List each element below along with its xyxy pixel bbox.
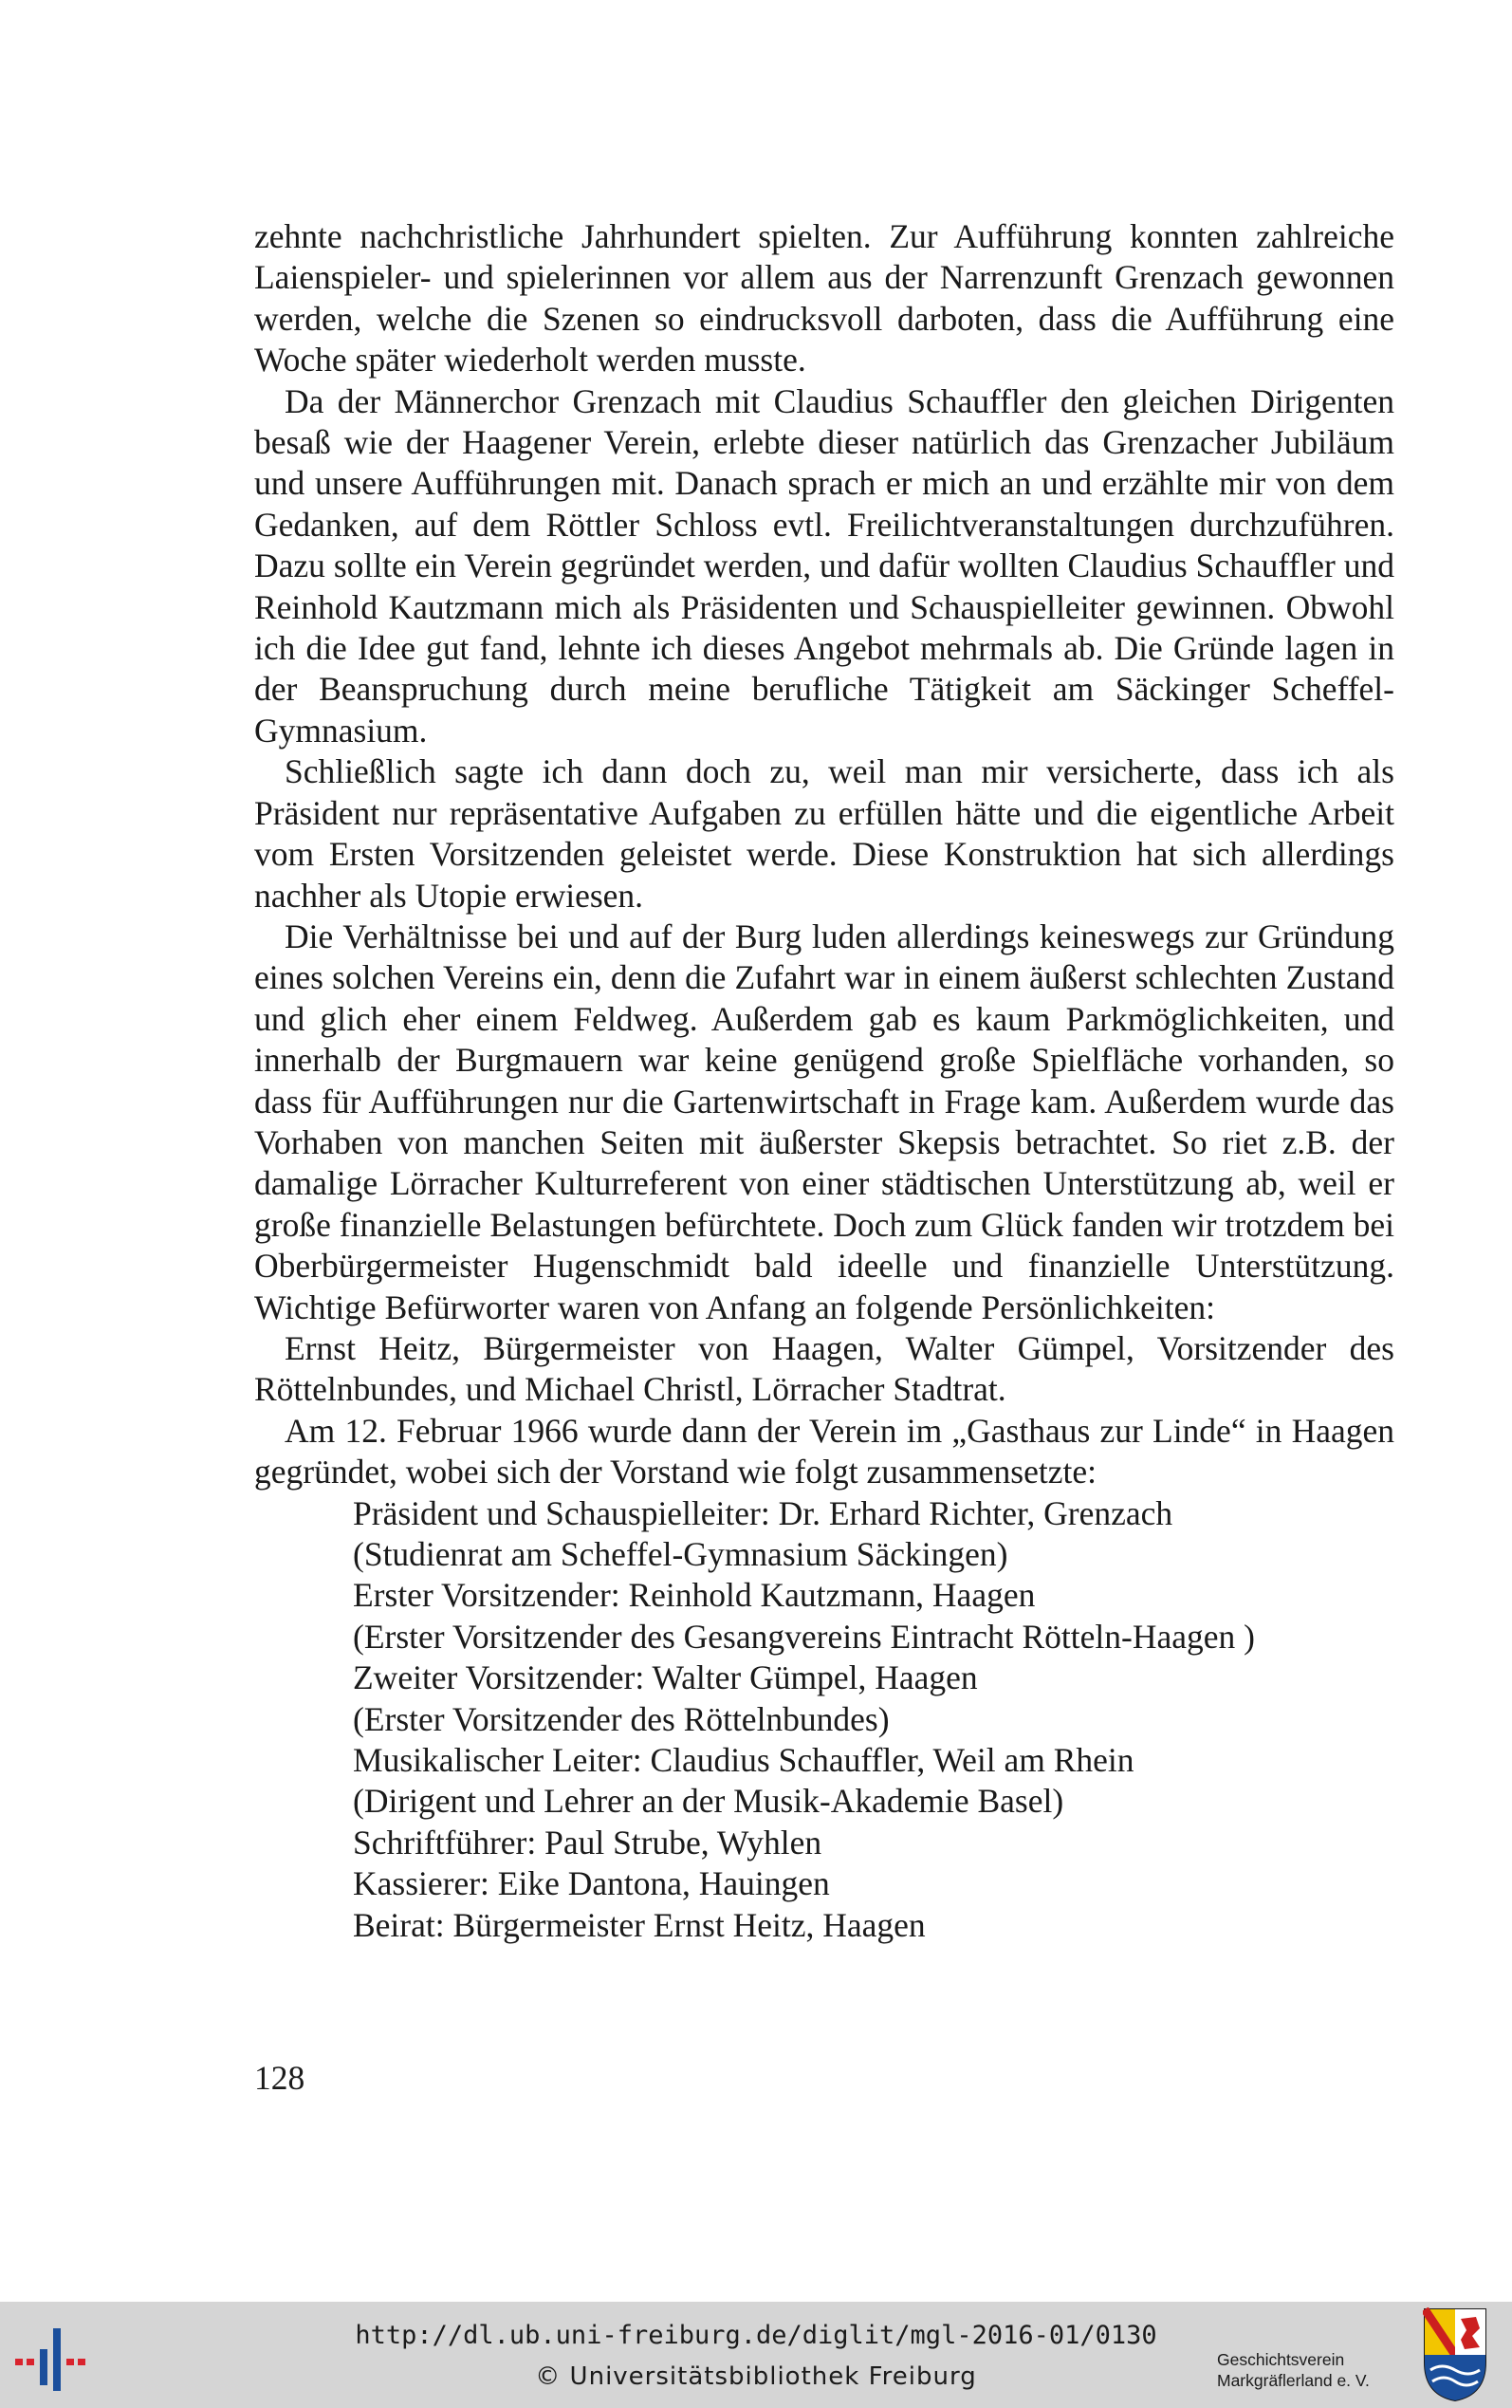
society-name-line: Geschichtsverein	[1217, 2350, 1345, 2369]
list-item: (Studienrat am Scheffel-Gymnasium Säckingen)	[353, 1535, 1008, 1573]
list-item: Zweiter Vorsitzender: Walter Gümpel, Haagen	[353, 1658, 978, 1697]
coat-of-arms-icon	[1423, 2307, 1487, 2402]
footer-url-link[interactable]: http://dl.ub.uni-freiburg.de/diglit/mgl-2016-01/0130	[355, 2321, 1157, 2350]
paragraph: Die Verhältnisse bei und auf der Burg luden allerdings keineswegs zur Gründung eines solchen Vereins ein, denn die Zufahrt war in einem äußerst schlechten Zustand und glich eher einem Feldweg. Außerdem gab es kaum Parkmöglichkeiten, und innerhalb der Burgmauern war keine genügend große Spielfläche vorhanden, so dass für Aufführungen nur die Gartenwirtschaft in Frage kam. Außerdem wurde das Vorhaben von manchen Seiten mit äußerster Skepsis betrachtet. So riet z.B. der damalige Lörracher Kulturreferent von einer städtischen Unterstützung ab, weil er große finanzielle Belastungen befürchtete. Doch zum Glück fanden wir trotzdem bei Oberbürgermeister Hugenschmidt bald ideelle und finanzielle Unterstützung. Wichtige Befürworter waren von Anfang an folgende Persönlichkeiten:	[254, 917, 1394, 1326]
footer-copyright: © Universitätsbibliothek Freiburg	[535, 2362, 977, 2391]
footer-bar	[0, 2302, 1512, 2408]
list-item: Kassierer: Eike Dantona, Hauingen	[353, 1864, 830, 1903]
list-item: Beirat: Bürgermeister Ernst Heitz, Haagen	[353, 1905, 926, 1944]
list-item: Musikalischer Leiter: Claudius Schauffler, Weil am Rhein	[353, 1741, 1134, 1780]
list-item: (Dirigent und Lehrer an der Musik-Akademie Basel)	[353, 1782, 1064, 1821]
paragraph: zehnte nachchristliche Jahrhundert spielten. Zur Aufführung konnten zahlreiche Laienspieler- und spielerinnen vor allem aus der Narrenzunft Grenzach gewonnen werden, welche die Szenen so eindrucksvoll darboten, dass die Aufführung eine Woche später wiederholt werden musste.	[254, 217, 1394, 380]
body-text	[254, 216, 1394, 1946]
list-item: Erster Vorsitzender: Reinhold Kautzmann, Haagen	[353, 1576, 1036, 1615]
board-members-list	[353, 1493, 1394, 1946]
list-item: Präsident und Schauspielleiter: Dr. Erhard Richter, Grenzach	[353, 1493, 1173, 1532]
paragraph: Da der Männerchor Grenzach mit Claudius Schauffler den gleichen Dirigenten besaß wie der Haagener Verein, erlebte dieser natürlich das Grenzacher Jubiläum und unsere Aufführungen mit. Danach sprach er mich an und erzählte mir von dem Gedanken, auf dem Röttler Schloss evtl. Freilichtveranstaltungen durchzuführen. Dazu sollte ein Verein gegründet werden, und dafür wollten Claudius Schauffler und Reinhold Kautzmann mich als Präsidenten und Schauspielleiter gewinnen. Obwohl ich die Idee gut fand, lehnte ich dieses Angebot mehrmals ab. Die Gründe lagen in der Beanspruchung durch meine berufliche Tätigkeit am Säckinger Scheffel-Gymnasium.	[254, 381, 1394, 750]
paragraph: Ernst Heitz, Bürgermeister von Haagen, Walter Gümpel, Vorsitzender des Röttelnbundes, und Michael Christl, Lörracher Stadtrat.	[254, 1328, 1394, 1409]
page-number: 128	[254, 2059, 305, 2097]
list-item: (Erster Vorsitzender des Röttelnbundes)	[353, 1699, 890, 1738]
society-name	[1217, 2349, 1416, 2391]
list-item: (Erster Vorsitzender des Gesangvereins Eintracht Rötteln-Haagen )	[353, 1617, 1255, 1656]
list-item: Schriftführer: Paul Strube, Wyhlen	[353, 1823, 822, 1862]
paragraph: Schließlich sagte ich dann doch zu, weil man mir versicherte, dass ich als Präsident nur repräsentative Aufgaben zu erfüllen hätte und die eigentliche Arbeit vom Ersten Vorsitzenden geleistet werde. Diese Konstruktion hat sich allerdings nachher als Utopie erwiesen.	[254, 752, 1394, 915]
paragraph: Am 12. Februar 1966 wurde dann der Verein im „Gasthaus zur Linde“ in Haagen gegründet, wobei sich der Vorstand wie folgt zusammensetzte:	[254, 1411, 1394, 1491]
society-name-line: Markgräflerland e. V.	[1217, 2371, 1370, 2390]
